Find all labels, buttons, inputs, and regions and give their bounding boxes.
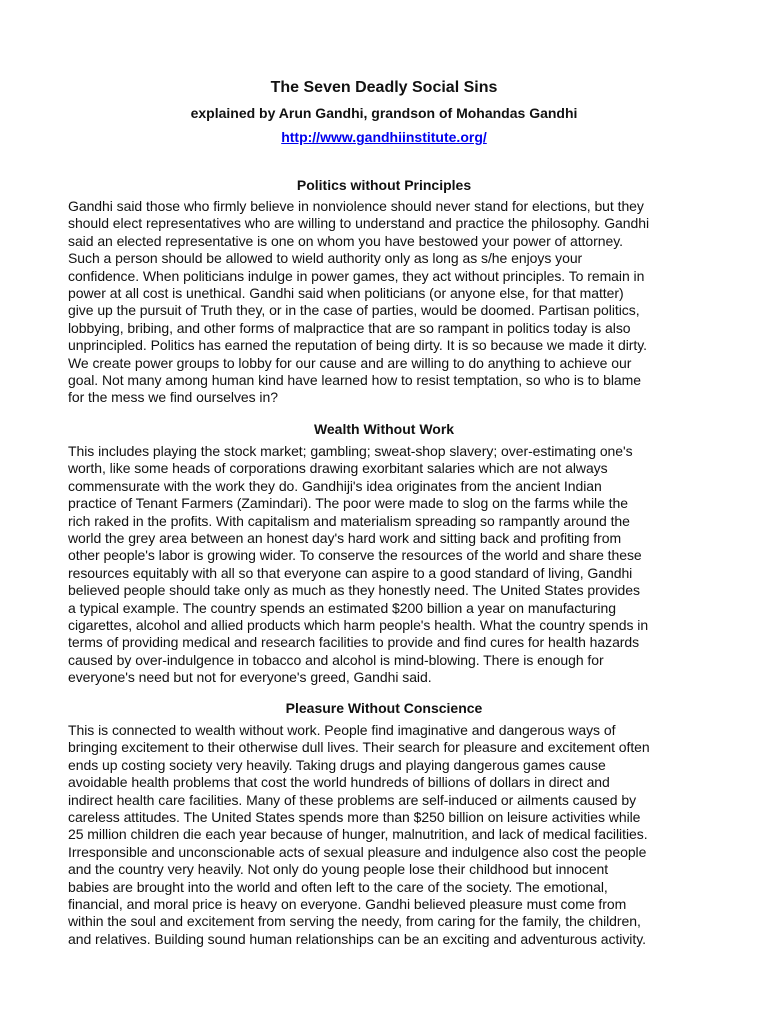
section-heading-wealth: Wealth Without Work	[313, 421, 455, 437]
text-line: should elect representatives who are willing to understand and practice the philosophy. Gandhi	[68, 215, 650, 232]
text-line: confidence. When politicians indulge in power games, they act without principles. To remain in	[68, 267, 645, 284]
text-line: 25 million children die each year because of hunger, malnutrition, and lack of medical facilities.	[68, 826, 648, 843]
text-line: believed people should take only as much as they honestly need. The United States provides	[68, 582, 640, 599]
text-line: a typical example. The country spends an estimated $200 billion a year on manufacturing	[68, 599, 616, 616]
text-line: We create power groups to lobby for our cause and are willing to do anything to achieve our	[68, 354, 632, 371]
text-line: cigarettes, alcohol and allied products which harm people's health. What the country spends in	[68, 617, 649, 634]
text-line: give up the pursuit of Truth they, or in the case of parties, would be doomed. Partisan politics,	[68, 302, 640, 319]
text-line: practice of Tenant Farmers (Zamindari). The poor were made to slog on the farms while the	[68, 495, 628, 512]
text-line: This is connected to wealth without work. People find imaginative and dangerous ways of	[68, 722, 616, 738]
text-line: for the mess we find ourselves in?	[68, 389, 278, 406]
section-body-politics	[68, 198, 708, 407]
text-line: Gandhi said those who firmly believe in nonviolence should never stand for elections, but they	[68, 198, 644, 214]
text-line: power at all cost is unethical. Gandhi said when politicians (or anyone else, for that matter)	[68, 285, 624, 302]
text-line: unprincipled. Politics has earned the reputation of being dirty. It is so because we made it dirty.	[68, 337, 647, 354]
text-line: commensurate with the work they do. Gandhiji's idea originates from the ancient Indian	[68, 477, 602, 494]
section-body-pleasure	[68, 722, 708, 948]
institute-link-container	[0, 128, 768, 146]
text-line: avoidable health problems that cost the world hundreds of billions of dollars in direct and	[68, 774, 610, 791]
section-heading-politics: Politics without Principles	[296, 177, 472, 193]
text-line: careless attitudes. The United States spends more than $250 billion on leisure activities while	[68, 809, 641, 826]
text-line: said an elected representative is one on whom you have bestowed your power of attorney.	[68, 232, 623, 249]
text-line: terms of providing medical and research facilities to provide and find cures for health hazards	[68, 634, 640, 651]
text-line: babies are brought into the world and often left to the care of the society. The emotional,	[68, 878, 608, 895]
text-line: This includes playing the stock market; gambling; sweat-shop slavery; over-estimating one's	[68, 443, 633, 459]
text-line: Such a person should be allowed to wield authority only as long as s/he enjoys your	[68, 250, 583, 267]
text-line: and relatives. Building sound human relationships can be an exciting and adventurous activity.	[68, 930, 646, 947]
text-line: worth, like some heads of corporations drawing exorbitant salaries which are not always	[68, 460, 608, 477]
section-body-wealth	[68, 443, 708, 687]
text-line: resources equitably with all so that everyone can aspire to a good standard of living, Gandhi	[68, 564, 633, 581]
text-line: ends up costing society very heavily. Taking drugs and playing dangerous games cause	[68, 756, 606, 773]
text-line: lobbying, bribing, and other forms of malpractice that are so rampant in politics today is also	[68, 319, 631, 336]
text-line: world the grey area between an honest day's hard work and sitting back and profiting from	[68, 530, 622, 547]
text-line: goal. Not many among human kind have learned how to resist temptation, so who is to blame	[68, 372, 641, 389]
text-line: rich raked in the profits. With capitalism and materialism spreading so rampantly around the	[68, 512, 630, 529]
text-line: everyone's need but not for everyone's greed, Gandhi said.	[68, 669, 432, 686]
institute-link[interactable]: http://www.gandhiinstitute.org/	[281, 129, 487, 145]
document-subtitle: explained by Arun Gandhi, grandson of Mohandas Gandhi	[190, 105, 578, 121]
text-line: financial, and moral price is heavy on everyone. Gandhi believed pleasure must come from	[68, 896, 627, 913]
text-line: bringing excitement to their otherwise dull lives. Their search for pleasure and excitement often	[68, 739, 650, 756]
text-line: indirect health care facilities. Many of these problems are self-induced or ailments caused by	[68, 791, 637, 808]
text-line: other people's labor is growing wider. To conserve the resources of the world and share these	[68, 547, 642, 564]
section-heading-pleasure: Pleasure Without Conscience	[285, 700, 483, 716]
text-line: within the soul and excitement from serving the needy, from caring for the family, the children,	[68, 913, 641, 930]
text-line: and the country very heavily. Not only do young people lose their childhood but innocent	[68, 861, 609, 878]
document-title: The Seven Deadly Social Sins	[270, 79, 498, 96]
text-line: Irresponsible and unconscionable acts of sexual pleasure and indulgence also cost the people	[68, 843, 647, 860]
text-line: caused by over-indulgence in tobacco and alcohol is mind-blowing. There is enough for	[68, 651, 604, 668]
